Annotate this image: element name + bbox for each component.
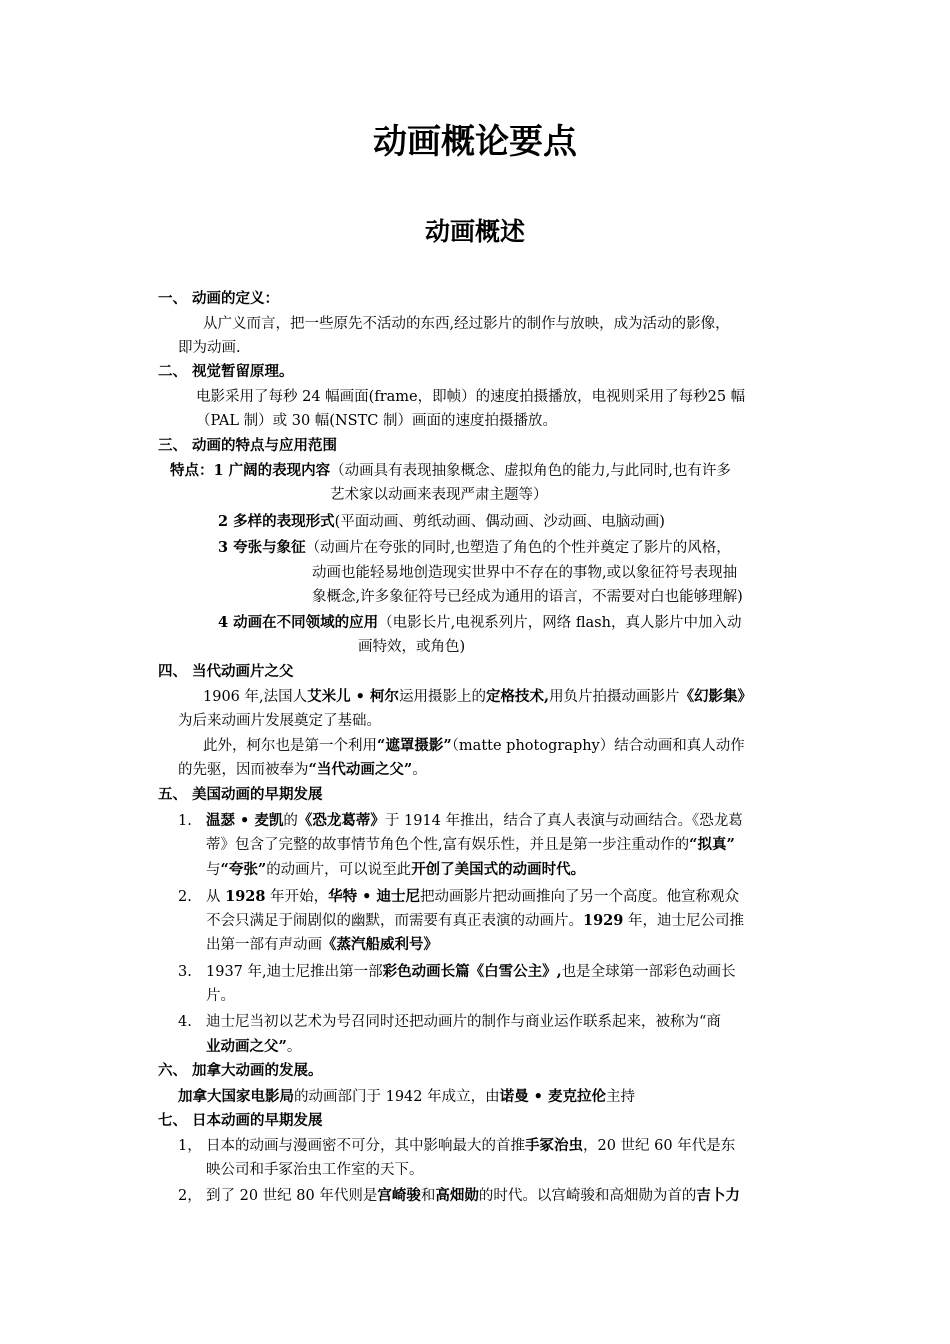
paragraph-line: 即为动画. [178, 340, 241, 356]
list-item-cont: 蒂》包含了完整的故事情节角色个性,富有娱乐性，并且是第一步注重动作的“拟真” [206, 836, 735, 853]
feature-2: 2 多样的表现形式(平面动画、剪纸动画、偶动画、沙动画、电脑动画) [218, 513, 665, 530]
list-item: 1， 日本的动画与漫画密不可分，其中影响最大的首推手冢治虫，20 世纪 60 年代是东 [178, 1137, 736, 1154]
section-heading-canada: 六、 加拿大动画的发展。 [158, 1063, 323, 1079]
paragraph-line: 此外，柯尔也是第一个利用“遮罩摄影”（matte photography）结合动画和真人动作 [203, 737, 745, 754]
list-item-cont: 出第一部有声动画《蒸汽船威利号》 [206, 936, 438, 953]
section-heading-features: 三、 动画的特点与应用范围 [158, 438, 338, 454]
paragraph-line: 从广义而言，把一些原先不活动的东西,经过影片的制作与放映，成为活动的影像， [203, 316, 730, 332]
feature-1-cont: 艺术家以动画来表现严肃主题等） [330, 487, 548, 503]
section-heading-definition: 一、 动画的定义： [158, 291, 280, 307]
feature-3-cont: 象概念,许多象征符号已经成为通用的语言，不需要对白也能够理解) [312, 589, 743, 605]
list-item-cont: 不会只满足于闹剧似的幽默，而需要有真正表演的动画片。1929 年，迪士尼公司推 [206, 912, 744, 929]
section-heading-father: 四、 当代动画片之父 [158, 664, 294, 680]
feature-4: 4 动画在不同领域的应用（电影长片,电视系列片，网络 flash，真人影片中加入动 [218, 614, 742, 631]
section-heading-persistence: 二、 视觉暂留原理。 [158, 364, 294, 380]
document-subtitle: 动画概述 [424, 217, 525, 246]
list-item-cont: 映公司和手冢治虫工作室的天下。 [206, 1162, 424, 1178]
paragraph-line: 加拿大国家电影局的动画部门于 1942 年成立，由诺曼 • 麦克拉伦主持 [178, 1088, 635, 1105]
list-item-cont: 业动画之父”。 [206, 1038, 302, 1055]
paragraph-line: 电影采用了每秒 24 幅画面(frame，即帧）的速度拍摄播放，电视则采用了每秒25 幅 [196, 389, 746, 405]
feature-3-cont: 动画也能轻易地创造现实世界中不存在的事物,或以象征符号表现抽 [312, 565, 738, 581]
list-item-cont: 与“夸张”的动画片，可以说至此开创了美国式的动画时代。 [206, 861, 586, 878]
document-title: 动画概论要点 [373, 122, 577, 162]
feature-1: 特点：1 广阔的表现内容（动画具有表现抽象概念、虚拟角色的能力,与此同时,也有许多 [170, 462, 731, 479]
paragraph-line: 的先驱，因而被奉为“当代动画之父”。 [178, 761, 427, 778]
list-item-cont: 片。 [206, 988, 235, 1004]
list-item: 2. 从 1928 年开始，华特 • 迪士尼把动画影片把动画推向了另一个高度。他宣称观众 [178, 888, 739, 905]
list-item: 4. 迪士尼当初以艺术为号召同时还把动画片的制作与商业运作联系起来，被称为“商 [178, 1014, 721, 1030]
section-heading-japan: 七、 日本动画的早期发展 [158, 1113, 323, 1129]
list-item: 1. 温瑟 • 麦凯的《恐龙葛蒂》于 1914 年推出，结合了真人表演与动画结合。《恐龙葛 [178, 812, 743, 829]
list-item: 2， 到了 20 世纪 80 年代则是宫崎骏和高畑勋的时代。以宫崎骏和高畑勋为首的吉卜力 [178, 1187, 740, 1204]
section-heading-usa: 五、 美国动画的早期发展 [158, 787, 323, 803]
paragraph-line: 1906 年,法国人艾米儿 • 柯尔运用摄影上的定格技术,用负片拍摄动画影片《幻影集》 [203, 688, 753, 705]
list-item: 3. 1937 年,迪士尼推出第一部彩色动画长篇《白雪公主》,也是全球第一部彩色动画长 [178, 963, 736, 980]
feature-4-cont: 画特效，或角色) [358, 639, 466, 655]
paragraph-line: 为后来动画片发展奠定了基础。 [178, 713, 381, 729]
feature-3: 3 夸张与象征（动画片在夸张的同时,也塑造了角色的个性并奠定了影片的风格， [218, 539, 731, 556]
paragraph-line: （PAL 制）或 30 幅(NSTC 制）画面的速度拍摄播放。 [196, 413, 557, 429]
